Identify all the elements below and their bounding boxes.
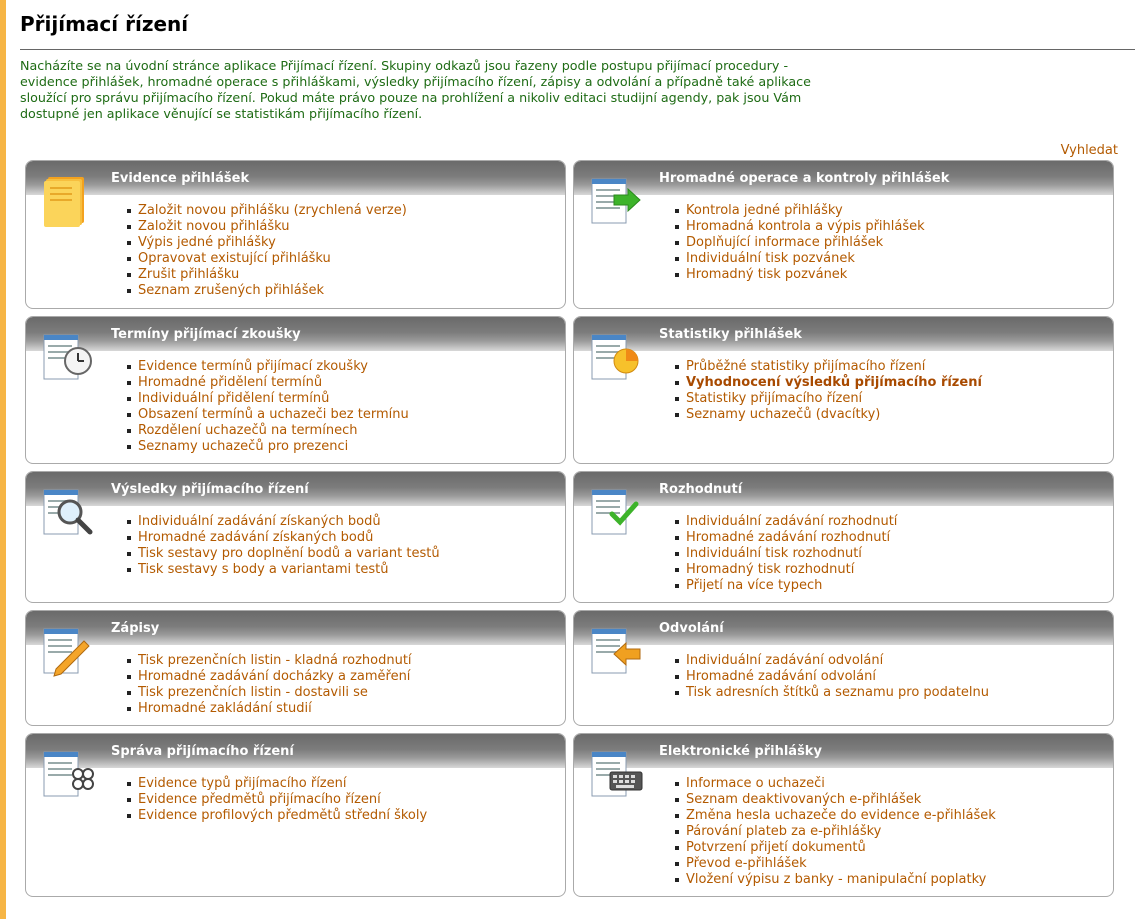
panel-link[interactable]: Rozdělení uchazečů na termínech <box>138 423 358 438</box>
panel-link[interactable]: Hromadný tisk rozhodnutí <box>686 562 855 577</box>
panel-title: Evidence přihlášek <box>111 171 250 186</box>
list-item <box>138 701 565 717</box>
list-item <box>686 808 1113 824</box>
list-item <box>138 808 565 824</box>
list-item <box>138 685 565 701</box>
list-item <box>138 267 565 283</box>
panel-link[interactable]: Párování plateb za e-přihlášky <box>686 824 882 839</box>
panel-link[interactable]: Hromadné zakládání studií <box>138 701 312 716</box>
list-item <box>686 251 1113 267</box>
panel-header <box>26 161 565 195</box>
panel-rozhodnuti <box>573 471 1114 603</box>
list-item <box>138 514 565 530</box>
panel-link-highlighted[interactable]: Vyhodnocení výsledků přijímacího řízení <box>686 375 982 390</box>
panel-link[interactable]: Tisk prezenčních listin - dostavili se <box>138 685 368 700</box>
panel-link[interactable]: Individuální přidělení termínů <box>138 391 330 406</box>
panel-hromadne-operace <box>573 160 1114 309</box>
panel-link[interactable]: Přijetí na více typech <box>686 578 823 593</box>
panel-link[interactable]: Výpis jedné přihlášky <box>138 235 276 250</box>
panel-link[interactable]: Evidence profilových předmětů střední školy <box>138 808 428 823</box>
panel-link[interactable]: Hromadné zadávání docházky a zaměření <box>138 669 411 684</box>
list-item <box>686 685 1113 701</box>
link-list <box>574 645 1113 701</box>
panel-title: Rozhodnutí <box>659 482 743 497</box>
panel-link[interactable]: Hromadné zadávání rozhodnutí <box>686 530 891 545</box>
panel-title: Správa přijímacího řízení <box>111 744 294 759</box>
document-keyboard-icon <box>588 746 644 802</box>
panel-link[interactable]: Obsazení termínů a uchazeči bez termínu <box>138 407 409 422</box>
list-item <box>686 546 1113 562</box>
link-list <box>26 195 565 299</box>
panel-odvolani <box>573 610 1114 726</box>
panel-title: Statistiky přihlášek <box>659 327 802 342</box>
list-item <box>686 219 1113 235</box>
panel-sprava <box>25 733 566 897</box>
panel-link[interactable]: Informace o uchazeči <box>686 776 825 791</box>
list-item <box>686 562 1113 578</box>
panel-link[interactable]: Hromadný tisk pozvánek <box>686 267 848 282</box>
list-item <box>686 856 1113 872</box>
list-item <box>138 407 565 423</box>
panel-link[interactable]: Hromadné přidělení termínů <box>138 375 323 390</box>
list-item <box>686 653 1113 669</box>
panel-link[interactable]: Kontrola jedné přihlášky <box>686 203 843 218</box>
panel-link[interactable]: Individuální tisk pozvánek <box>686 251 855 266</box>
panel-header <box>574 472 1113 506</box>
panel-title: Výsledky přijímacího řízení <box>111 482 309 497</box>
page-title: Přijímací řízení <box>20 12 189 36</box>
panel-header <box>574 611 1113 645</box>
panel-link[interactable]: Hromadná kontrola a výpis přihlášek <box>686 219 925 234</box>
panel-header <box>26 317 565 351</box>
document-clock-icon <box>40 329 96 385</box>
panel-link[interactable]: Tisk sestavy s body a variantami testů <box>138 562 389 577</box>
panel-header <box>574 734 1113 768</box>
document-check-icon <box>588 484 644 540</box>
panel-link[interactable]: Doplňující informace přihlášek <box>686 235 884 250</box>
link-list <box>26 351 565 455</box>
panel-title: Elektronické přihlášky <box>659 744 822 759</box>
intro-text: Nacházíte se na úvodní stránce aplikace Přijímací řízení. Skupiny odkazů jsou řazeny podle postupu přijímací procedury - evidence přihlášek, hromadné operace s přihláškami, výsledky přijímacího řízení, zápisy a odvolání a případně také aplikace sloužící pro správu přijímacího řízení. Pokud máte právo pouze na prohlížení a nikoliv editaci studijní agendy, pak jsou Vám dostupné jen aplikace věnující se statistikám přijímacího řízení. <box>20 58 811 121</box>
document-chart-icon <box>588 329 644 385</box>
link-list <box>26 506 565 578</box>
panel-link[interactable]: Seznam zrušených přihlášek <box>138 283 325 298</box>
search-link[interactable]: Vyhledat <box>1060 143 1118 158</box>
list-item <box>138 251 565 267</box>
document-arrow-icon <box>588 173 644 229</box>
panel-title: Hromadné operace a kontroly přihlášek <box>659 171 950 186</box>
panel-link[interactable]: Převod e-přihlášek <box>686 856 807 871</box>
panel-link[interactable]: Tisk sestavy pro doplnění bodů a variant testů <box>138 546 440 561</box>
panel-link[interactable]: Individuální tisk rozhodnutí <box>686 546 862 561</box>
left-accent-bar <box>0 0 6 919</box>
list-item <box>138 669 565 685</box>
list-item <box>138 423 565 439</box>
panel-link[interactable]: Potvrzení přijetí dokumentů <box>686 840 866 855</box>
list-item <box>686 514 1113 530</box>
list-item <box>138 792 565 808</box>
list-item <box>686 776 1113 792</box>
list-item <box>686 840 1113 856</box>
panel-link[interactable]: Hromadné zadávání odvolání <box>686 669 876 684</box>
list-item <box>686 824 1113 840</box>
list-item <box>686 203 1113 219</box>
panel-link[interactable]: Seznamy uchazečů (dvacítky) <box>686 407 881 422</box>
panel-link[interactable]: Zrušit přihlášku <box>138 267 240 282</box>
list-item <box>138 203 565 219</box>
panel-link[interactable]: Individuální zadávání odvolání <box>686 653 884 668</box>
panel-elektronicke-prihlasky <box>573 733 1114 897</box>
list-item <box>138 235 565 251</box>
document-pencil-icon <box>40 623 96 679</box>
panel-title: Termíny přijímací zkoušky <box>111 327 301 342</box>
list-item <box>138 439 565 455</box>
panel-link[interactable]: Statistiky přijímacího řízení <box>686 391 863 406</box>
panel-statistiky <box>573 316 1114 464</box>
panel-link[interactable]: Seznam deaktivovaných e-přihlášek <box>686 792 922 807</box>
panel-evidence-prihlasek <box>25 160 566 309</box>
list-item <box>138 391 565 407</box>
list-item <box>138 375 565 391</box>
document-settings-icon <box>40 746 96 802</box>
panel-terminy <box>25 316 566 464</box>
link-list <box>26 645 565 717</box>
link-list <box>26 768 565 824</box>
panel-link[interactable]: Individuální zadávání rozhodnutí <box>686 514 898 529</box>
panel-link[interactable]: Opravovat existující přihlášku <box>138 251 331 266</box>
list-item <box>686 578 1113 594</box>
list-item <box>138 530 565 546</box>
title-divider <box>20 49 1135 50</box>
panel-header <box>26 611 565 645</box>
panel-header <box>574 317 1113 351</box>
panel-link[interactable]: Evidence předmětů přijímacího řízení <box>138 792 381 807</box>
panel-title: Odvolání <box>659 621 724 636</box>
panel-link[interactable]: Založit novou přihlášku (zrychlená verze) <box>138 203 407 218</box>
panel-zapisy <box>25 610 566 726</box>
list-item <box>686 375 1113 391</box>
list-item <box>138 546 565 562</box>
panel-link[interactable]: Tisk prezenčních listin - kladná rozhodnutí <box>138 653 412 668</box>
panel-header <box>26 472 565 506</box>
list-item <box>686 235 1113 251</box>
list-item <box>686 267 1113 283</box>
link-list <box>574 195 1113 283</box>
list-item <box>138 219 565 235</box>
list-item <box>686 792 1113 808</box>
panel-link[interactable]: Tisk adresních štítků a seznamu pro podatelnu <box>686 685 990 700</box>
document-magnifier-icon <box>40 484 96 540</box>
panel-link[interactable]: Založit novou přihlášku <box>138 219 290 234</box>
list-item <box>138 776 565 792</box>
link-list <box>574 768 1113 888</box>
list-item <box>686 407 1113 423</box>
panel-header <box>26 734 565 768</box>
link-list <box>574 506 1113 594</box>
list-item <box>686 872 1113 888</box>
panel-vysledky <box>25 471 566 603</box>
panel-link[interactable]: Evidence typů přijímacího řízení <box>138 776 347 791</box>
list-item <box>686 359 1113 375</box>
list-item <box>686 530 1113 546</box>
panel-link[interactable]: Hromadné zadávání získaných bodů <box>138 530 374 545</box>
list-item <box>138 653 565 669</box>
list-item <box>138 359 565 375</box>
list-item <box>686 391 1113 407</box>
list-item <box>138 283 565 299</box>
link-list <box>574 351 1113 423</box>
panel-title: Zápisy <box>111 621 160 636</box>
folder-icon <box>40 173 96 229</box>
list-item <box>138 562 565 578</box>
list-item <box>686 669 1113 685</box>
document-back-arrow-icon <box>588 623 644 679</box>
panel-link[interactable]: Individuální zadávání získaných bodů <box>138 514 381 529</box>
panel-link[interactable]: Vložení výpisu z banky - manipulační poplatky <box>686 872 987 887</box>
panel-link[interactable]: Seznamy uchazečů pro prezenci <box>138 439 349 454</box>
panel-header <box>574 161 1113 195</box>
panel-link[interactable]: Změna hesla uchazeče do evidence e-přihlášek <box>686 808 996 823</box>
panel-link[interactable]: Průběžné statistiky přijímacího řízení <box>686 359 926 374</box>
panel-link[interactable]: Evidence termínů přijímací zkoušky <box>138 359 368 374</box>
